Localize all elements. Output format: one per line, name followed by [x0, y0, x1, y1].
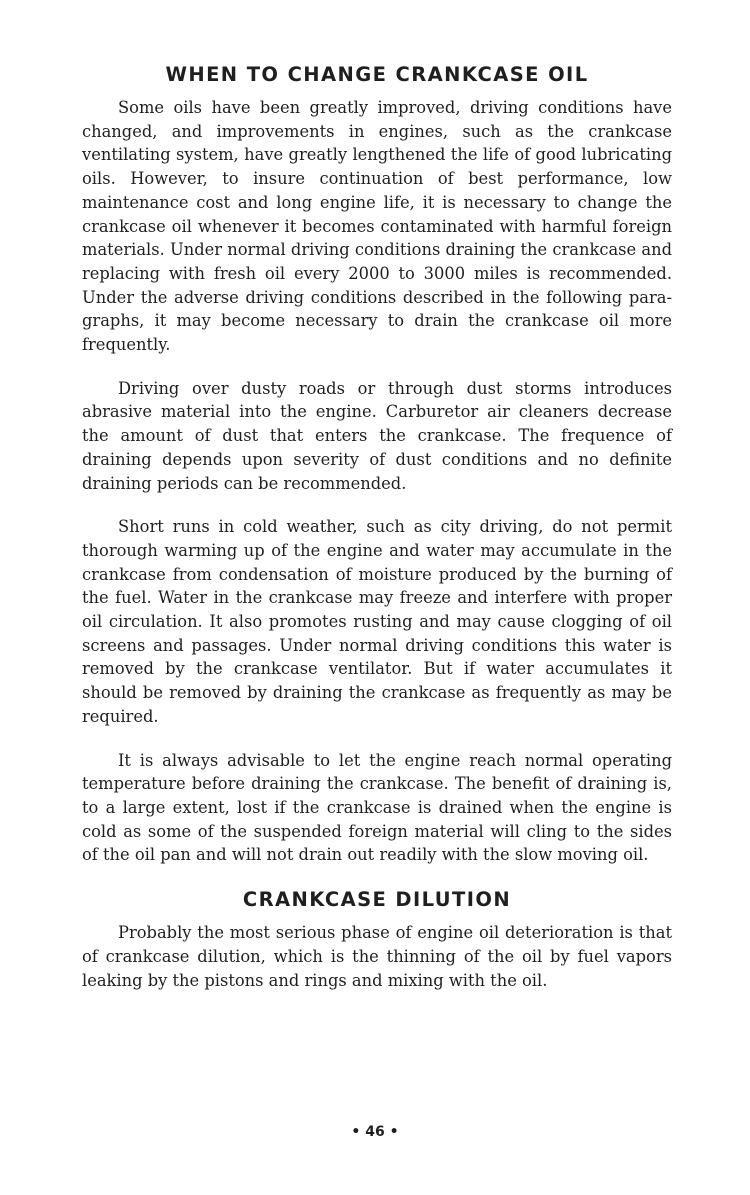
page-number: • 46 • — [351, 1124, 399, 1140]
paragraph-dusty-roads: Driving over dusty roads or through dust storms introduces abrasive material into the engine. Carburetor air cleaners decrease the amount of dust that enters the crankcase. The frequence of draining depends upon severity of dust conditions and no definite draining periods can be recommended. — [82, 378, 672, 493]
paragraph-operating-temperature: It is always advisable to let the engine reach normal operating temperature before draining the crankcase. The benefit of draining is, to a large extent, lost if the crankcase is drained when the engine is cold as some of the suspended foreign material will cling to the sides of the oil pan and will not drain out readily with the slow moving oil. — [82, 750, 672, 865]
paragraph-cold-weather: Short runs in cold weather, such as city driving, do not permit thorough warming up of the engine and water may accumulate in the crankcase from condensation of moisture produced by the burning of the fuel. Water in the crankcase may freeze and interfere with proper oil circulation. It also promotes rusting and may cause clogging of oil screens and passages. Under normal driving conditions this water is removed by the crankcase ventilator. But if water accumulates it should be removed by draining the crankcase as frequently as may be required. — [82, 517, 672, 726]
section-heading-crankcase-dilution: CRANKCASE DILUTION — [242, 888, 512, 912]
page-content — [82, 62, 672, 992]
paragraph-oil-improvements: Some oils have been greatly improved, driving conditions have changed, and improvements in engines, such as the crankcase ventilating system, have greatly lengthened the life of good lubricating oils. However, to insure continuation of best performance, low maintenance cost and long engine life, it is necessary to change the crankcase oil whenever it becomes contaminated with harmful foreign materials. Under normal driving conditions draining the crankcase and replacing with fresh oil every 2000 to 3000 miles is recommended. Under the adverse driving conditions described in the following paragraphs, it may become necessary to drain the crankcase oil more frequently. — [82, 98, 672, 355]
section-heading-when-to-change-crankcase-oil: WHEN TO CHANGE CRANKCASE OIL — [165, 63, 589, 86]
paragraph-crankcase-dilution: Probably the most serious phase of engine oil deterioration is that of crankcase dilution, which is the thinning of the oil by fuel vapors leaking by the pistons and rings and mixing with the oil. — [82, 923, 672, 990]
